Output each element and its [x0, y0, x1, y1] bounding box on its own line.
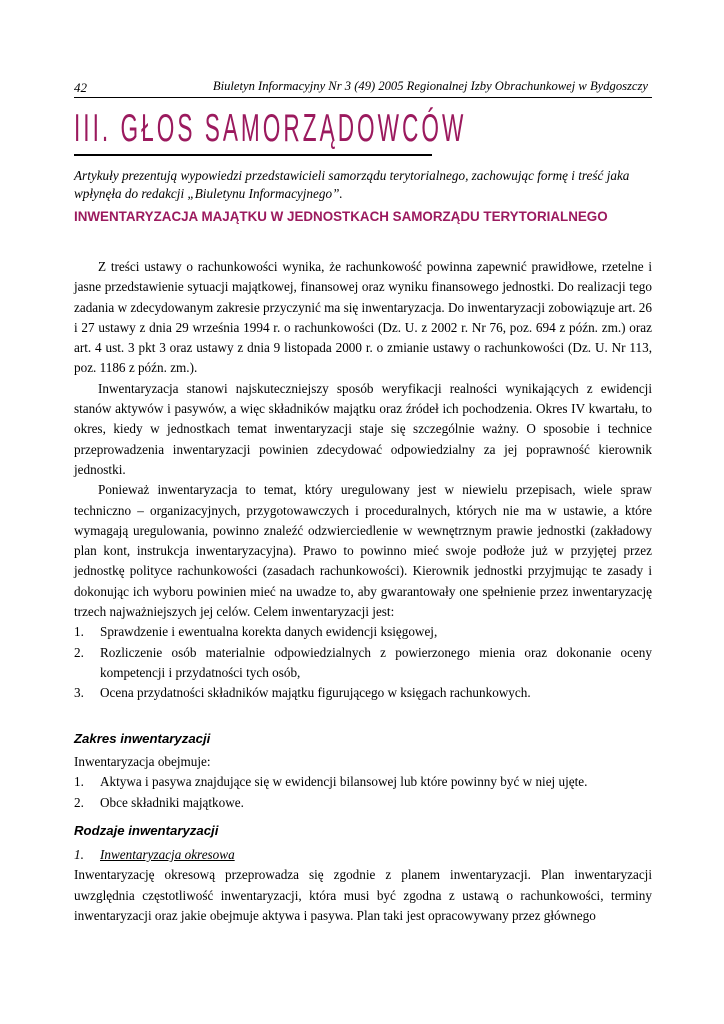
article-body	[74, 257, 652, 704]
header-rule	[74, 97, 652, 98]
section-intro: Artykuły prezentują wypowiedzi przedstawicieli samorządu terytorialnego, zachowując formę i treść jaka wpłynęła do redakcji „Biuletynu Informacyjnego”.	[74, 168, 630, 201]
list-item	[74, 643, 652, 684]
list-number: 1.	[74, 624, 84, 640]
types-subheading	[74, 845, 652, 865]
list-number: 3.	[74, 685, 84, 701]
scope-lead: Inwentaryzacja obejmuje:	[74, 754, 211, 769]
paragraph: Inwentaryzację okresową przeprowadza się zgodnie z planem inwentaryzacji. Plan inwentaryzacji uwzględnia częstotliwość inwentaryzacji, która musi być zgodna z ustawą o rachunkowości, terminy inwentaryzacji oraz jakie obejmuje aktywa i pasywa. Plan taki jest opracowywany przez głównego	[74, 867, 652, 923]
article-title: INWENTARYZACJA MAJĄTKU W JEDNOSTKACH SAMORZĄDU TERYTORIALNEGO	[74, 209, 608, 224]
scope-section	[74, 752, 652, 813]
goals-list	[74, 622, 652, 703]
section-title-rule	[74, 154, 432, 156]
paragraph: Ponieważ inwentaryzacja to temat, który uregulowany jest w niewielu przepisach, wiele spraw techniczno – organizacyjnych, przygotowawczych i proceduralnych, których nie ma w ustawie, a które wymagają uregulowania, powinno znaleźć odzwierciedlenie w wewnętrznym prawie jednostki (zakładowy plan kont, instrukcja inwentaryzacyjna). Prawo to powinno mieć swoje podłoże już w przyjętej przez jednostkę polityce rachunkowości (zasadach rachunkowości). Kierownik jednostki przyjmując te zasady i dokonując ich wyboru powinien mieć na uwadze to, aby gwarantowały one spełnienie przez inwentaryzację trzech najważniejszych jej celów. Celem inwentaryzacji jest:	[74, 482, 652, 620]
list-item	[74, 793, 652, 813]
page-number: 42	[74, 80, 87, 95]
list-item-text: Sprawdzenie i ewentualna korekta danych ewidencji księgowej,	[100, 624, 438, 640]
list-item-text: Aktywa i pasywa znajdujące się w ewidencji bilansowej lub które powinny być w niej ujęte.	[100, 774, 588, 790]
subheading-title: Inwentaryzacja okresowa	[100, 847, 235, 862]
scope-heading: Zakres inwentaryzacji	[74, 731, 211, 746]
list-number: 2.	[74, 644, 84, 660]
list-item	[74, 772, 652, 792]
paragraph: Z treści ustawy o rachunkowości wynika, że rachunkowość powinna zapewnić prawidłowe, rzetelne i jasne przedstawienie sytuacji majątkowej, finansowej oraz wyniku finansowego jednostki. Do realizacji tego zadania w zdecydowanym zakresie przyczynić ma się inwentaryzacja. Do inwentaryzacji zobowiązuje art. 26 i 27 ustawy z dnia 29 września 1994 r. o rachunkowości (Dz. U. z 2002 r. Nr 76, poz. 694 z późn. zm.) oraz art. 4 ust. 3 pkt 3 oraz ustawy z dnia 9 listopada 2000 r. o zmianie ustawy o rachunkowości (Dz. U. Nr 113, poz. 1186 z późn. zm.).	[74, 259, 652, 376]
list-item	[74, 622, 652, 642]
paragraph: Inwentaryzacja stanowi najskuteczniejszy sposób weryfikacji realności wynikających z ewidencji stanów aktywów i pasywów, a więc składników majątku oraz źródeł ich pochodzenia. Okres IV kwartału, to okres, kiedy w jednostkach temat inwentaryzacji staje się szczególnie ważny. O sposobie i technice przeprowadzenia inwentaryzacji powinien zdecydować odpowiedzialny za jej poprawność kierownik jednostki.	[74, 380, 652, 477]
list-number: 2.	[74, 794, 84, 810]
scope-list	[74, 772, 652, 813]
running-header: Biuletyn Informacyjny Nr 3 (49) 2005 Regionalnej Izby Obrachunkowej w Bydgoszczy	[212, 79, 648, 93]
list-number: 1.	[74, 774, 84, 790]
list-item-text: Obce składniki majątkowe.	[100, 794, 244, 810]
section-title: III. GŁOS SAMORZĄDOWCÓW	[74, 107, 467, 150]
types-section	[74, 845, 652, 926]
subheading-number: 1.	[74, 847, 84, 862]
list-item-text: Rozliczenie osób materialnie odpowiedzialnych z powierzonego mienia oraz dokonanie oceny kompetencji i przydatności tych osób,	[100, 644, 652, 680]
list-item-text: Ocena przydatności składników majątku figurującego w księgach rachunkowych.	[100, 685, 531, 701]
list-item	[74, 683, 652, 703]
types-heading: Rodzaje inwentaryzacji	[74, 823, 219, 838]
